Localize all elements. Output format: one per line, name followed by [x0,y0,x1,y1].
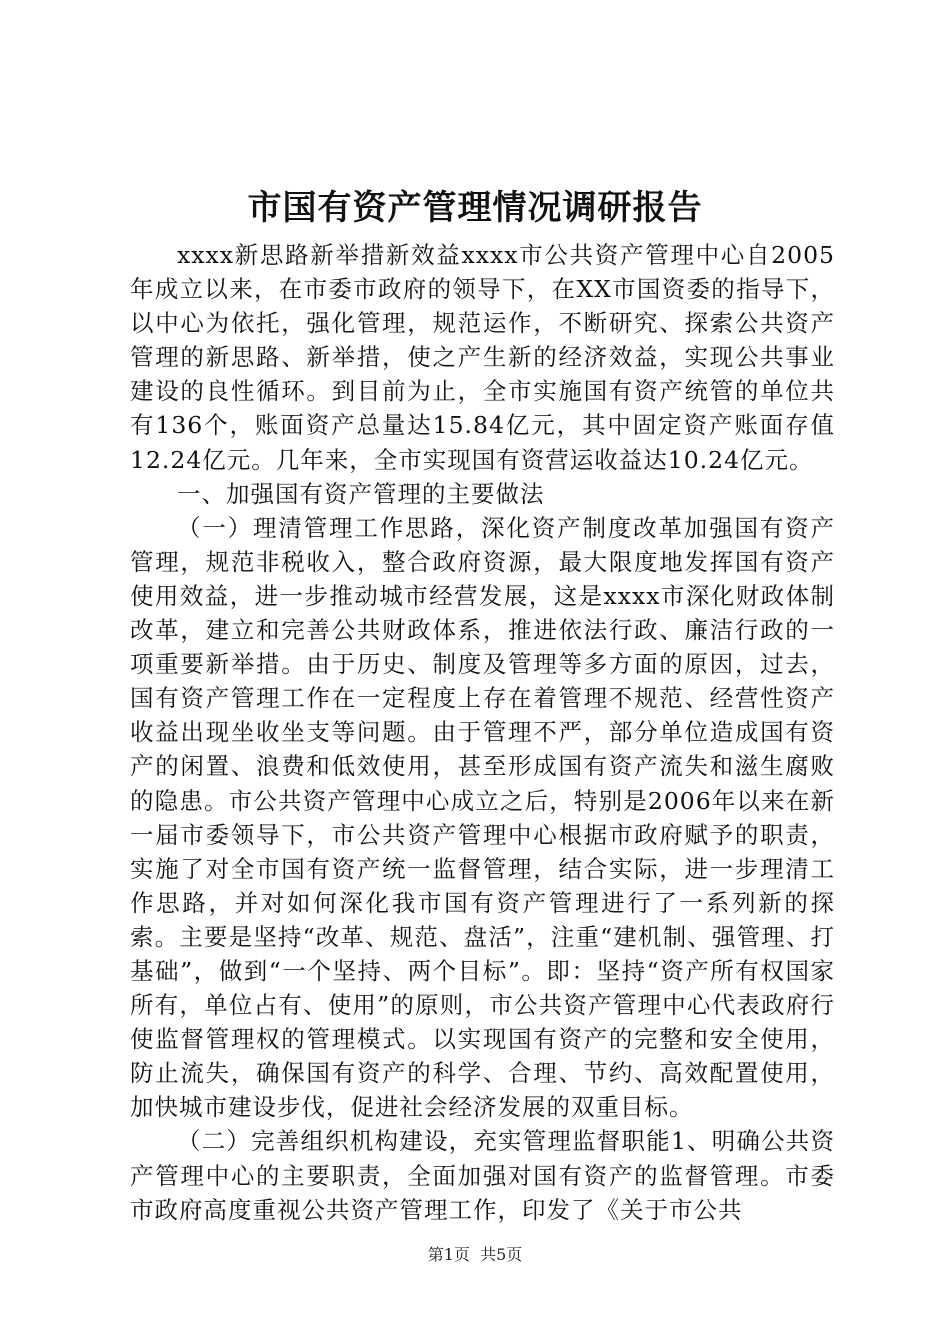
page-number: 第1页 共5页 [427,1245,523,1264]
section-heading: 一、加强国有资产管理的主要做法 [177,479,545,508]
document-body [130,238,835,1227]
subsection-paragraph-1: （一）理清管理工作思路，深化资产制度改革加强国有资产管理，规范非税收入，整合政府资源，最大限度地发挥国有资产使用效益，进一步推动城市经营发展，这是xxxx市深化财政体制改革，建立和完善公共财政体系，推进依法行政、廉洁行政的一项重要新举措。由于历史、制度及管理等多方面的原因，过去，国有资产管理工作在一定程度上存在着管理不规范、经营性资产收益出现坐收坐支等问题。由于管理不严，部分单位造成国有资产的闲置、浪费和低效使用，甚至形成国有资产流失和滋生腐败的隐患。市公共资产管理中心成立之后，特别是2006年以来在新一届市委领导下，市公共资产管理中心根据市政府赋予的职责，实施了对全市国有资产统一监督管理，结合实际，进一步理清工作思路，并对如何深化我市国有资产管理进行了一系列新的探索。主要是坚持“改革、规范、盘活”，注重“建机制、强管理、打基础”，做到“一个坚持、两个目标”。即：坚持“资产所有权国家所有，单位占有、使用”的原则，市公共资产管理中心代表政府行使监督管理权的管理模式。以实现国有资产的完整和安全使用，防止流失，确保国有资产的科学、合理、节约、高效配置使用，加快城市建设步伐，促进社会经济发展的双重目标。 [130,513,835,1122]
intro-paragraph: xxxx新思路新举措新效益xxxx市公共资产管理中心自2005年成立以来，在市委市政府的领导下，在XX市国资委的指导下，以中心为依托，强化管理，规范运作，不断研究、探索公共资产管理的新思路、新举措，使之产生新的经济效益，实现公共事业建设的良性循环。到目前为止，全市实施国有资产统管的单位共有136个，账面资产总量达15.84亿元，其中固定资产账面存值12.24亿元。几年来，全市实现国有资营运收益达10.24亿元。 [130,241,835,474]
document-title: 市国有资产管理情况调研报告 [247,188,703,228]
subsection-paragraph-2: （二）完善组织机构建设，充实管理监督职能1、明确公共资产管理中心的主要职责，全面加强对国有资产的监督管理。市委市政府高度重视公共资产管理工作，印发了《关于市公共 [130,1127,835,1224]
page-footer [0,1244,950,1266]
